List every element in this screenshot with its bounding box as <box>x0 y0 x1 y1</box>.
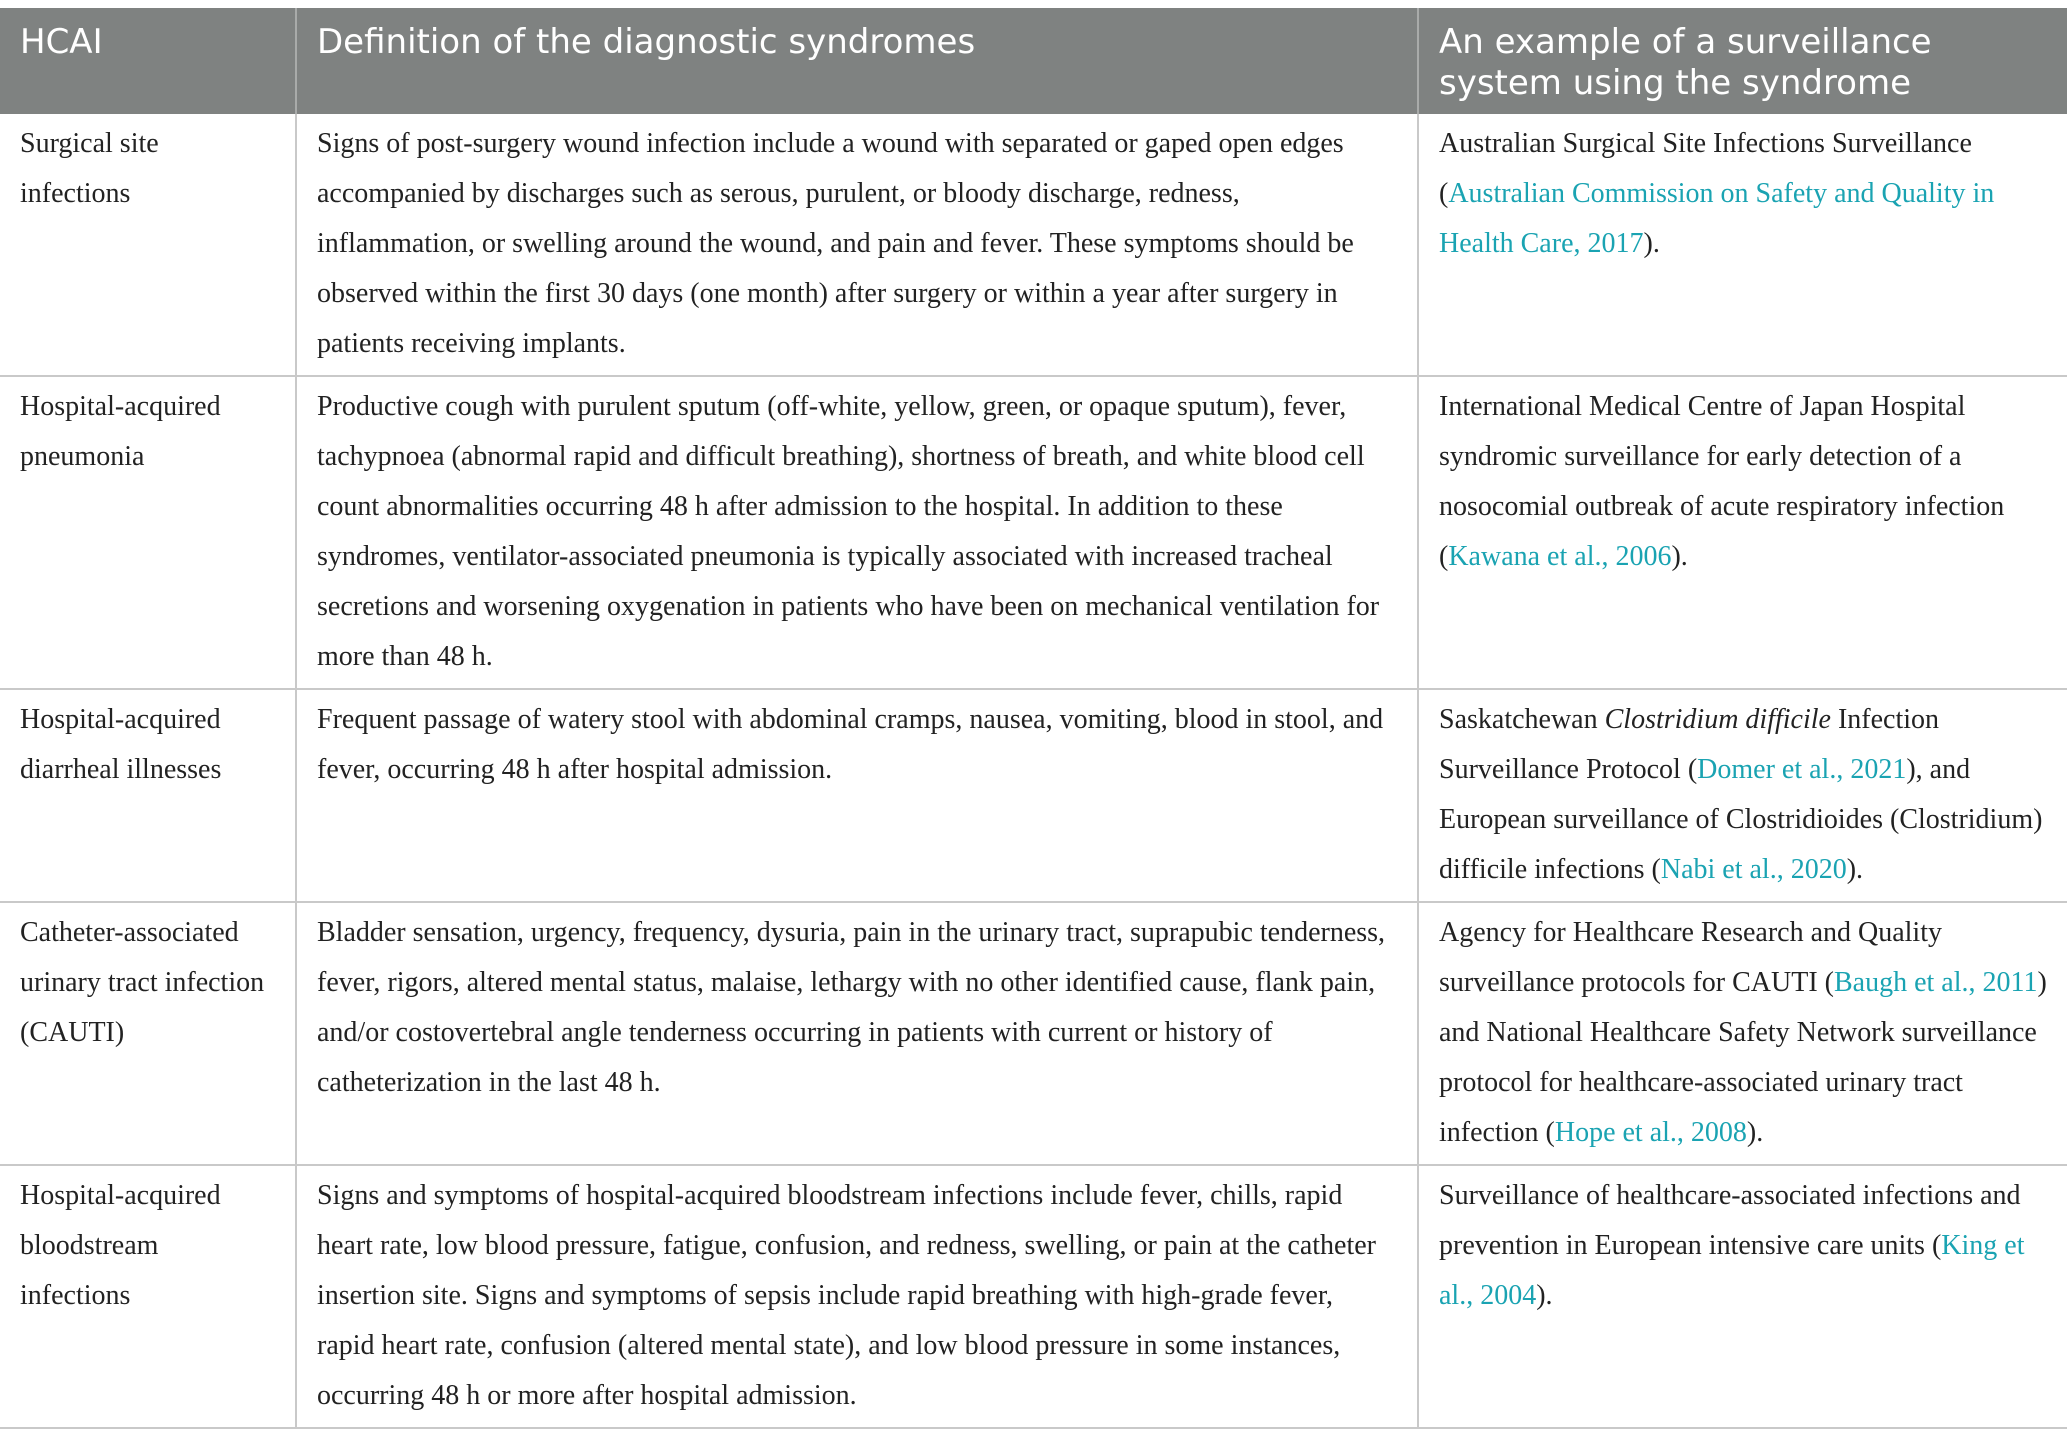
citation-link[interactable]: Nabi et al., 2020 <box>1660 854 1847 885</box>
citation-link[interactable]: Australian Commission on Safety and Quality in Health Care, 2017 <box>1439 178 1995 259</box>
example-text: Saskatchewan <box>1439 704 1605 735</box>
table-row <box>0 1165 2067 1428</box>
example-text: ) and National Healthcare Safety Network surveillance protocol for healthcare-associated urinary tract infection ( <box>1439 967 2047 1148</box>
cell-example <box>1418 114 2067 376</box>
hcai-table-container <box>0 8 2067 1429</box>
example-text: Agency for Healthcare Research and Quality surveillance protocols for CAUTI ( <box>1439 917 1942 998</box>
header-row <box>0 8 2067 114</box>
citation-link[interactable]: King et al., 2004 <box>1439 1230 2025 1311</box>
example-text: ). <box>1746 1117 1764 1148</box>
cell-hcai: Hospital-acquired bloodstream infections <box>0 1165 296 1428</box>
table-row <box>0 902 2067 1165</box>
cell-hcai: Hospital-acquired diarrheal illnesses <box>0 689 296 902</box>
cell-definition: Signs and symptoms of hospital-acquired bloodstream infections include fever, chills, rapid heart rate, low blood pressure, fatigue, confusion, and redness, swelling, or pain at the catheter insertion site. Signs and symptoms of sepsis include rapid breathing with high-grade fever, rapid heart rate, confusion (altered mental state), and low blood pressure in some instances, occurring 48 h or more after hospital admission. <box>296 1165 1418 1428</box>
example-text: ). <box>1846 854 1864 885</box>
cell-hcai: Surgical site infections <box>0 114 296 376</box>
cell-example <box>1418 376 2067 689</box>
table-header <box>0 8 2067 114</box>
cell-hcai: Hospital-acquired pneumonia <box>0 376 296 689</box>
table-body <box>0 114 2067 1428</box>
example-text: Infection Surveillance Protocol ( <box>1439 704 1940 785</box>
header-definition: Definition of the diagnostic syndromes <box>296 8 1418 114</box>
hcai-table <box>0 8 2067 1429</box>
example-text: International Medical Centre of Japan Hospital syndromic surveillance for early detection of a nosocomial outbreak of acute respiratory infection ( <box>1439 391 2005 572</box>
table-row <box>0 376 2067 689</box>
table-row <box>0 114 2067 376</box>
citation-link[interactable]: Domer et al., 2021 <box>1697 754 1907 785</box>
header-example: An example of a surveillance system using the syndrome <box>1418 8 2067 114</box>
cell-example <box>1418 902 2067 1165</box>
table-row <box>0 689 2067 902</box>
cell-hcai: Catheter-associated urinary tract infection (CAUTI) <box>0 902 296 1165</box>
cell-example <box>1418 689 2067 902</box>
example-text: Surveillance of healthcare-associated infections and prevention in European intensive care units ( <box>1439 1180 2021 1261</box>
citation-link[interactable]: Kawana et al., 2006 <box>1448 541 1672 572</box>
citation-link[interactable]: Hope et al., 2008 <box>1554 1117 1747 1148</box>
cell-definition: Productive cough with purulent sputum (off-white, yellow, green, or opaque sputum), fever, tachypnoea (abnormal rapid and difficult breathing), shortness of breath, and white blood cell count abnormalities occurring 48 h after admission to the hospital. In addition to these syndromes, ventilator-associated pneumonia is typically associated with increased tracheal secretions and worsening oxygenation in patients who have been on mechanical ventilation for more than 48 h. <box>296 376 1418 689</box>
example-text: ). <box>1671 541 1688 572</box>
cell-definition: Frequent passage of watery stool with abdominal cramps, nausea, vomiting, blood in stool, and fever, occurring 48 h after hospital admission. <box>296 689 1418 902</box>
example-text: ). <box>1643 228 1660 259</box>
example-text: ), and European surveillance of Clostridioides (Clostridium) difficile infections ( <box>1439 754 2043 885</box>
example-italic-text: Clostridium difficile <box>1604 704 1831 735</box>
cell-definition: Signs of post-surgery wound infection include a wound with separated or gaped open edges accompanied by discharges such as serous, purulent, or bloody discharge, redness, inflammation, or swelling around the wound, and pain and fever. These symptoms should be observed within the first 30 days (one month) after surgery or within a year after surgery in patients receiving implants. <box>296 114 1418 376</box>
example-text: Australian Surgical Site Infections Surveillance ( <box>1439 128 1972 209</box>
example-text: ). <box>1536 1280 1553 1311</box>
cell-example <box>1418 1165 2067 1428</box>
header-hcai: HCAI <box>0 8 296 114</box>
citation-link[interactable]: Baugh et al., 2011 <box>1834 967 2038 998</box>
cell-definition: Bladder sensation, urgency, frequency, dysuria, pain in the urinary tract, suprapubic tenderness, fever, rigors, altered mental status, malaise, lethargy with no other identified cause, flank pain, and/or costovertebral angle tenderness occurring in patients with current or history of catheterization in the last 48 h. <box>296 902 1418 1165</box>
